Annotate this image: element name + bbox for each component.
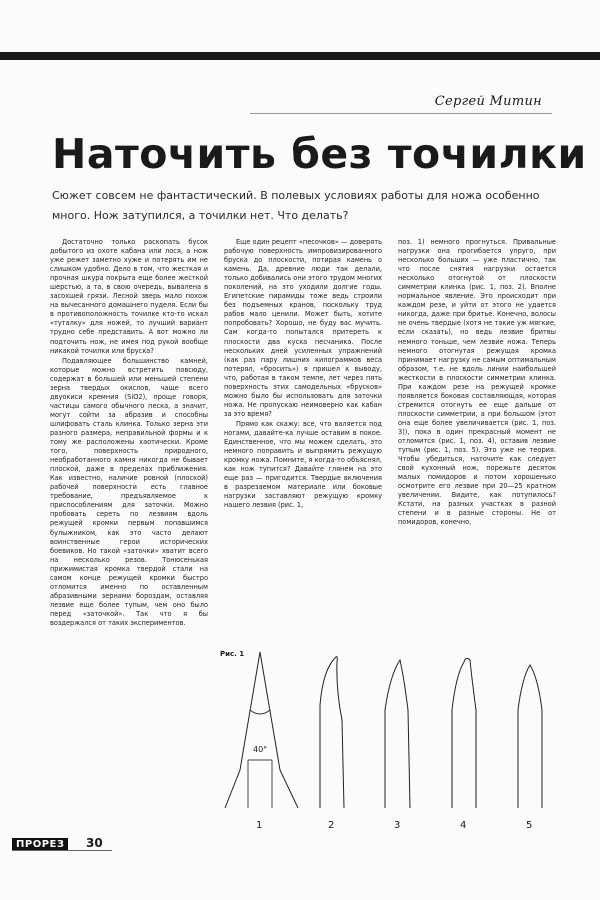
angle-arc [250, 710, 270, 714]
figure-label-2: 2 [328, 820, 335, 831]
figure-blade-profiles [220, 650, 560, 831]
blade-profile-5 [518, 665, 542, 808]
paragraph: Достаточно только раскопать бусок добытого из охоте кабана или лося, а нож уже режет заметно хуже и потерять им не слишком удобно. Дело в том, что жесткая и прочная шкура покрыта еще более жесткой шерстью, а та, в свою очередь, вывалена в засохшей грязи. Лесной зверь мало похож на вычесанного домашнего пуделя. Если бы в противоположность точилке кто-то искал «туталку» для ножей, то лучший вариант трудно себе представить. А вот можно ли подточить нож, не имея под рукой вообще никакой точилки или бруска? [50, 238, 208, 355]
text-column-3 [398, 238, 556, 638]
figure-label-5: 5 [526, 820, 533, 831]
article-title: Наточить без точилки [52, 130, 587, 178]
blade-profile-4 [452, 658, 476, 808]
text-column-1 [50, 238, 208, 783]
blade-profile-2 [320, 657, 344, 808]
figure-label-1: 1 [256, 820, 263, 831]
footer-divider [12, 850, 112, 851]
paragraph: Еще один рецепт «песочков» — доверять рабочую поверхность импровизированного бруска до плоскости, потирая камень о камень. Да, древние люди так делали, только добивались они этого трудом многих поколений, на это уходили долгие годы. Египетские пирамиды тоже ведь строили без подъемных кранов, поскольку труд рабов мало ценили. Может быть, хотите попробовать? Хорошо, не буду вас мучить. Сам когда-то попытался притереть к плоскости два куска песчаника. После нескольких дней усиленных упражнений (как раз пару лишних килограммов веса потерял, «бросить») я пришел к выводу, что, работая в таком темпе, лет через пять поверхность этих самодельных «брусков» можно было бы использовать для заточки ножа. Не пропускаю неимоверно как кабан за это время? [224, 238, 382, 418]
magazine-logo: ПРОРЕЗ [12, 838, 68, 851]
text-column-2 [224, 238, 382, 638]
author-name: Сергей Митин [434, 94, 542, 109]
article-body [50, 238, 558, 638]
figure-label-3: 3 [394, 820, 401, 831]
blade-profile-3 [385, 660, 410, 808]
page-number: 30 [86, 836, 103, 850]
article-lead: Сюжет совсем не фантастический. В полевых условиях работы для ножа особенно много. Нож затупился, а точилки нет. Что делать? [52, 189, 540, 222]
blade-profiles-drawing [220, 650, 560, 815]
author-divider [250, 113, 552, 114]
paragraph: Прямо как скажу: все, что валяется под ногами, давайте-ка лучше оставим в покое. Единственное, что мы можем сделать, это немного поправить и выпрямить режущую кромку ножа. Помните, я когда-то объяснял, как нож тупится? Давайте глянем на это еще раз — пригодится. Твердые включения в разрезаемом материале или боковые нагрузки заставляют режущую кромку нашего лезвия (рис. 1, [224, 419, 382, 510]
angle-label: 40° [253, 745, 268, 754]
header-bar [0, 52, 600, 60]
blade-profile-1-body [248, 760, 272, 808]
blade-profile-1 [225, 652, 298, 808]
paragraph: поз. 1) немного прогнуться. Привальные нагрузки она прогибается упруго, при несколько больших — уже пластично, так что после снятия нагрузки остается несколько отогнутой от плоскости симметрии клинка (рис. 1, поз. 2). Вполне нормальное явление. Это происходит при каждом резе, и уйти от этого не удается никогда, даже при бритье. Конечно, волосы не очень твердые (хотя не такие уж мягкие, если сказать), но ведь лезвие бритвы немного тоньше, чем лезвие ножа. Теперь немного отогнутая режущая кромка принимает нагрузку не самым оптимальным образом, т.е. не вдоль линии наибольшей жесткости в плоскости симметрии клинка. При каждом резе на режущей кромке появляется боковая составляющая, которая стремится отогнуть ее еще дальше от плоскости симметрии, а при большом (этот она еще более увеличивается (рис. 1, поз. 3)), пока в один прекрасный момент не отломится (рис. 1, поз. 4), оставив лезвие тупым (рис. 1, поз. 5). Это уже не теория. Чтобы убедиться, наточите как следует свой кухонный нож, порежьте десяток малых помидоров и потом хорошенько осмотрите его лезвие при 20—25 кратном увеличении. Видите, как потупилось? Кстати, на разных участках в разной степени и в разные стороны. Не от помидоров, конечно, [398, 238, 556, 527]
figure-label-4: 4 [460, 820, 467, 831]
figure-caption: Рис. 1 [220, 650, 245, 658]
paragraph: Подавляющее большинство камней, которые можно встретить повсюду, содержат в большей или меньшей степени зерна твердых окислов, чаще всего двуокиси кремния (SiO2), проще говоря, частицы самого обычного песка, а значит, могут сойти за абразив и способны шлифовать сталь клинка. Только зерна эти разного размера, неправильной формы и к тому же расположены хаотически. Кроме того, поверхность природного, необработанного камня никогда не бывает плоской, даже в пределах приближения. Как известно, наличие ровной (плоской) рабочей поверхности есть главное требование, предъявляемое к приспособлениям для заточки. Можно пробовать сереть по лезвиям вдоль режущей кромки первым попавшимся булыжником, как это часто делают воинственные герои исторических боевиков. Но такой «заточки» хватит всего на несколько резов. Тонюсенькая прижимистая кромка твердой стали на самом конце режущей кромки быстро отломится именно по оставленным абразивными зернами бороздам, оставляя лезвие еще более тупым, чем оно было перед «заточкой». Так что я бы воздержался от таких экспериментов. [50, 356, 208, 627]
